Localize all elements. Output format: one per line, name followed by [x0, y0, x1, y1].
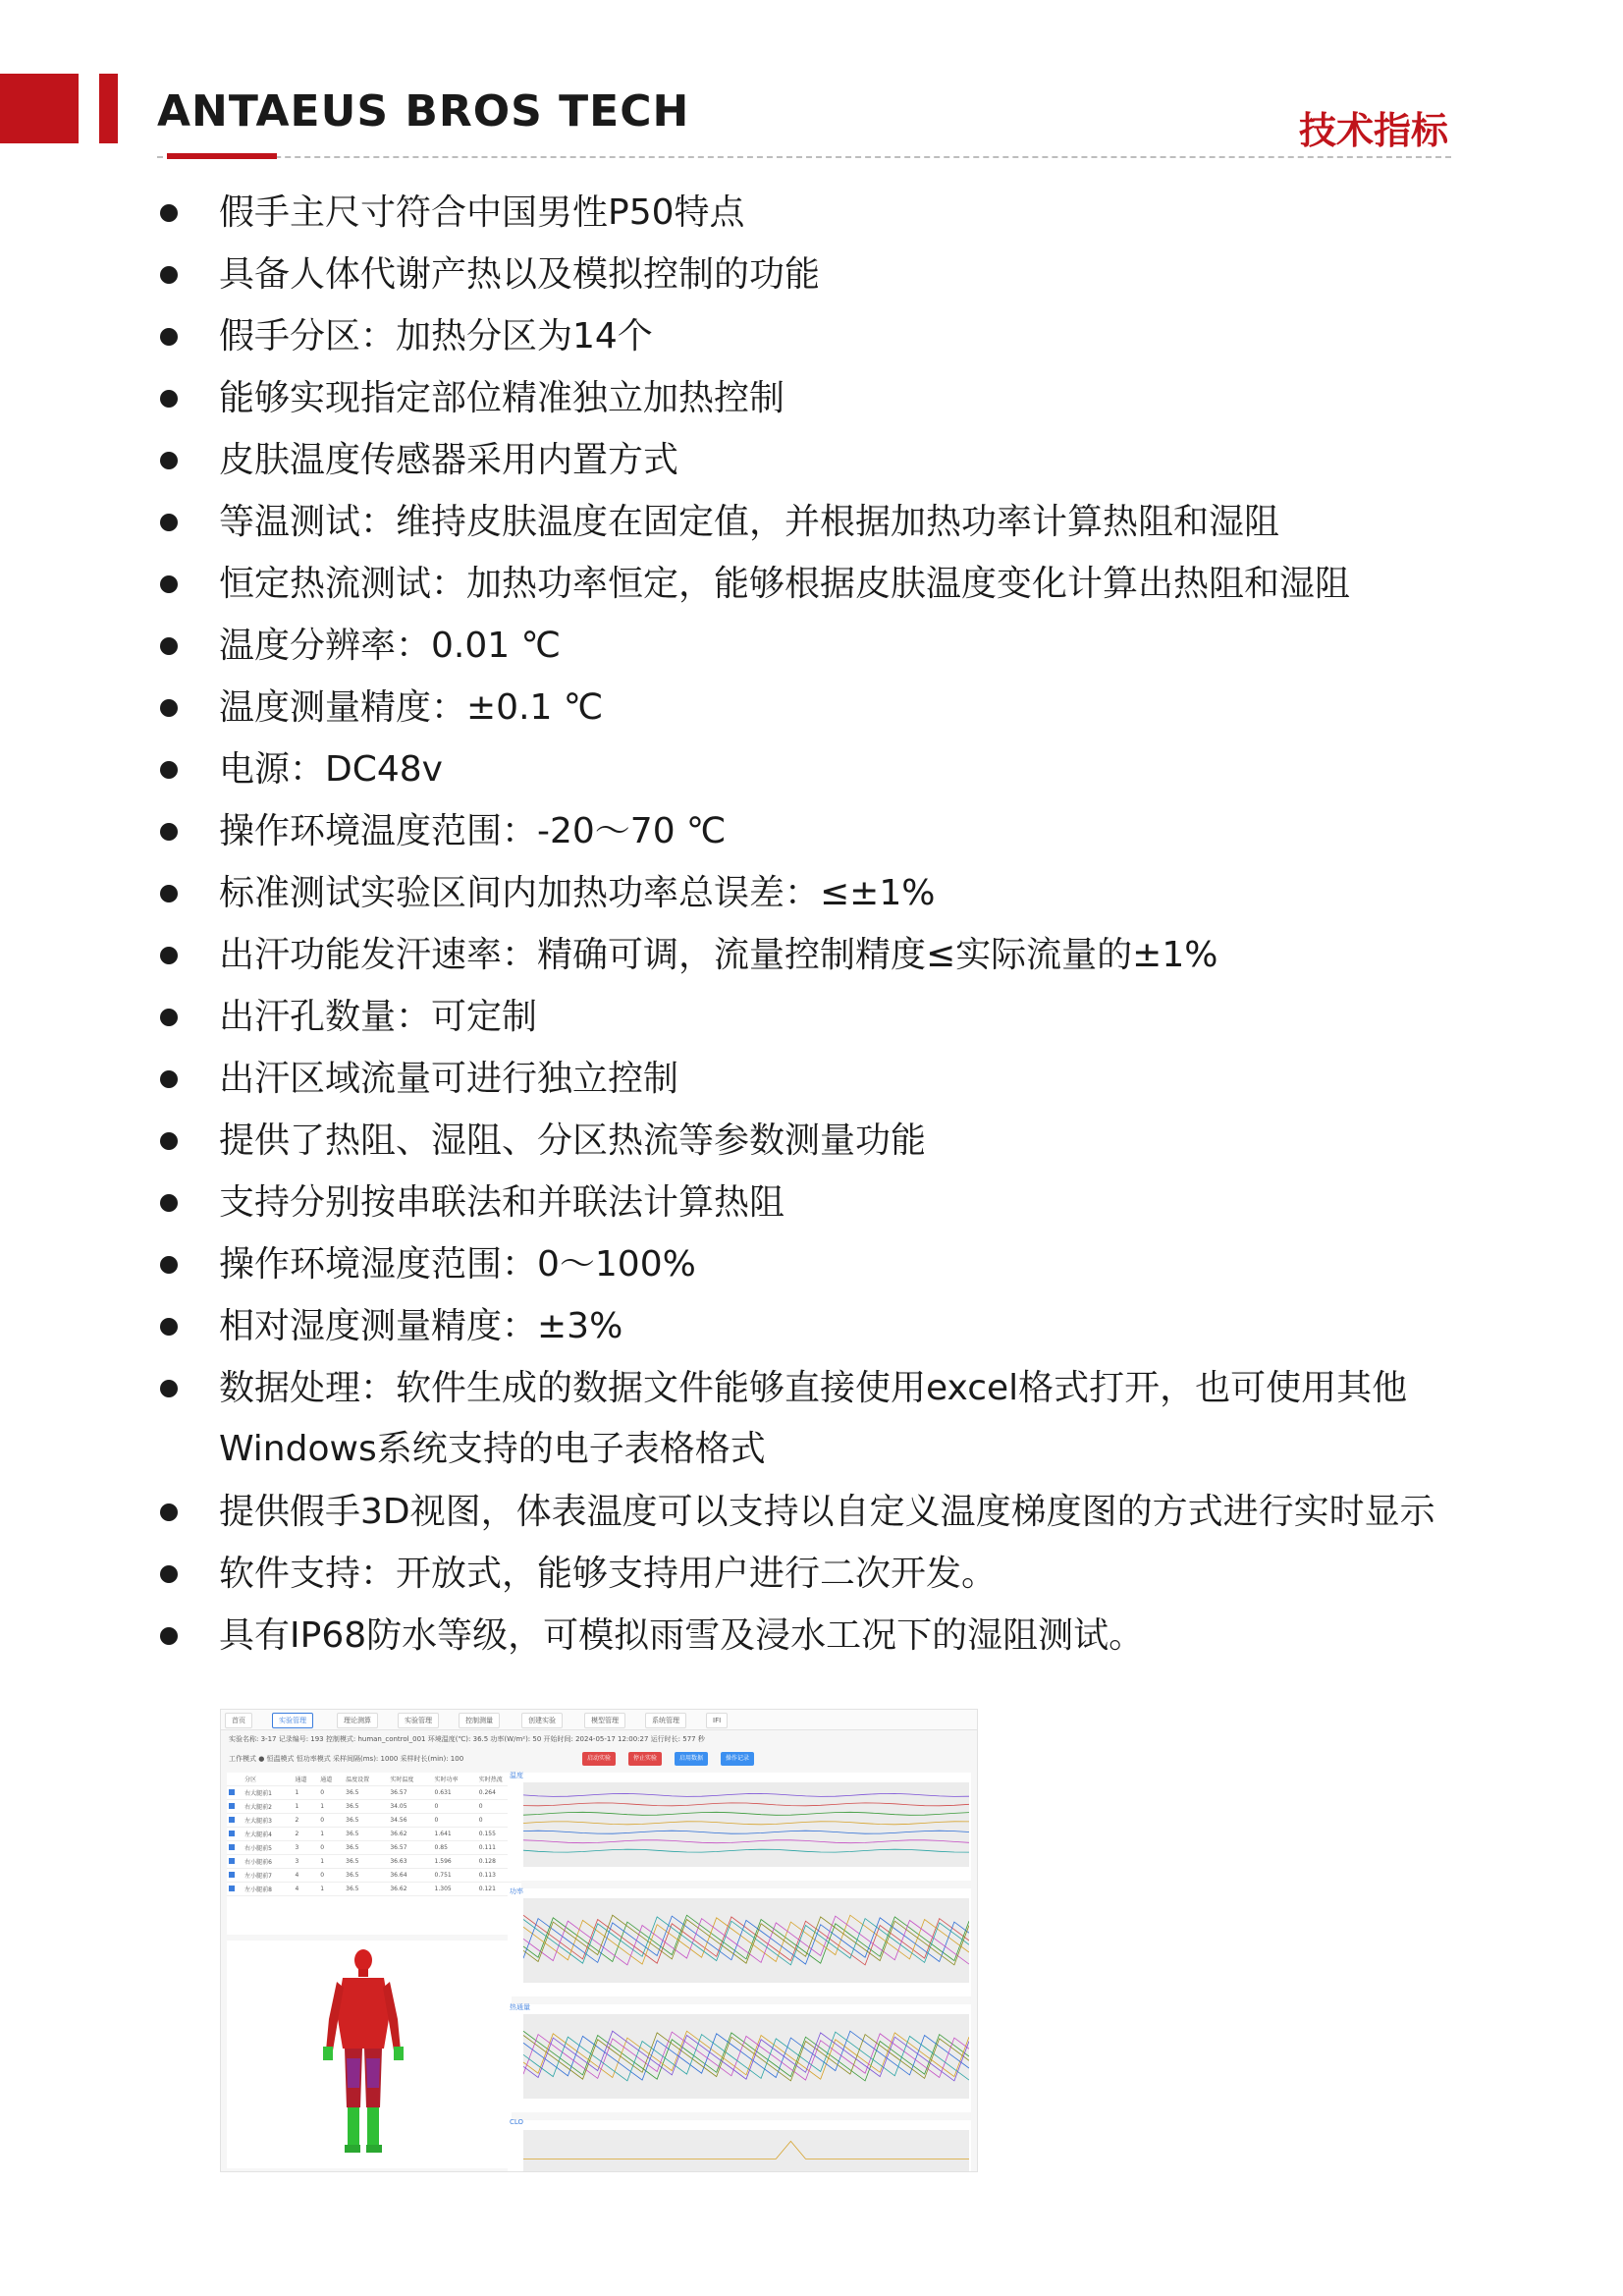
spec-text: 恒定热流测试：加热功率恒定，能够根据皮肤温度变化计算出热阻和湿阻 [219, 564, 1351, 604]
cell: 36.5 [344, 1828, 388, 1841]
cell: 1 [318, 1828, 344, 1841]
tab-create[interactable]: 创建实验 [521, 1713, 563, 1728]
spec-text: 假手分区：加热分区为14个 [219, 316, 653, 356]
cell: 1.641 [433, 1828, 477, 1841]
cell: 0.128 [477, 1855, 521, 1869]
cell: 36.63 [388, 1855, 432, 1869]
cell: 0.631 [433, 1786, 477, 1800]
spec-text: 能够实现指定部位精准独立加热控制 [219, 378, 785, 418]
cell: 左小腿前8 [243, 1883, 293, 1896]
spec-text: 标准测试实验区间内加热功率总误差：≤±1% [219, 873, 936, 913]
cell: 34.56 [388, 1814, 432, 1828]
bullet-icon [160, 823, 178, 841]
cell: 左大腿前3 [243, 1814, 293, 1828]
bullet-icon [160, 514, 178, 531]
column-header: 分区 [243, 1773, 293, 1786]
cell: 36.57 [388, 1786, 432, 1800]
spec-text: 具备人体代谢产热以及模拟控制的功能 [219, 254, 821, 295]
cell: 0.155 [477, 1828, 521, 1841]
chart-title: 功率 [510, 1887, 523, 1895]
cell: 左小腿前7 [243, 1869, 293, 1883]
temperature-chart [508, 1773, 971, 1881]
bullet-icon [160, 1503, 178, 1521]
series-line [523, 1831, 969, 1833]
cell: 4 [293, 1869, 318, 1883]
tab-model[interactable]: 模型管理 [584, 1713, 625, 1728]
cell: 左大腿前4 [243, 1828, 293, 1841]
table-row[interactable] [227, 1800, 521, 1814]
spec-text: 具有IP68防水等级，可模拟雨雪及浸水工况下的湿阻测试。 [219, 1615, 1145, 1656]
tab-system[interactable]: 系统管理 [645, 1713, 686, 1728]
spec-text: 提供假手3D视图，体表温度可以支持以自定义温度梯度图的方式进行实时显示 [219, 1492, 1435, 1532]
spec-text: 温度分辨率：0.01 ℃ [219, 626, 562, 666]
table-row[interactable] [227, 1814, 521, 1828]
chart-title: 热通量 [510, 2003, 530, 2011]
spec-text: 电源：DC48v [219, 749, 443, 790]
cell: 36.5 [344, 1786, 388, 1800]
column-header: 实时功率 [433, 1773, 477, 1786]
series-line [523, 1916, 969, 1965]
series-line [523, 1849, 969, 1852]
cell: 0 [477, 1814, 521, 1828]
cell: 36.5 [344, 1869, 388, 1883]
cell: 3 [293, 1855, 318, 1869]
bullet-icon [160, 1256, 178, 1274]
bullet-icon [160, 1070, 178, 1088]
chart-lines [523, 1782, 969, 1867]
cell: 0 [433, 1800, 477, 1814]
row-checkbox[interactable] [229, 1858, 235, 1864]
bullet-icon [160, 1132, 178, 1150]
plot-area [523, 1898, 969, 1983]
cell: 1 [318, 1800, 344, 1814]
spec-text: 操作环境湿度范围：0～100% [219, 1244, 696, 1285]
brand-bar [99, 74, 118, 143]
cell: 0.264 [477, 1786, 521, 1800]
bullet-icon [160, 885, 178, 902]
cell: 36.5 [344, 1855, 388, 1869]
bullet-icon [160, 575, 178, 593]
cell: 34.05 [388, 1800, 432, 1814]
row-checkbox[interactable] [229, 1789, 235, 1795]
spec-text: 操作环境温度范围：-20～70 ℃ [219, 811, 727, 851]
cell: 1 [318, 1883, 344, 1896]
stop-button[interactable]: 停止实验 [628, 1752, 662, 1766]
column-header: 通道 [293, 1773, 318, 1786]
spec-text: 出汗孔数量：可定制 [219, 997, 538, 1037]
plot-area [523, 1782, 969, 1867]
chart-lines [523, 2130, 969, 2171]
power-chart [508, 1888, 971, 1996]
row-checkbox[interactable] [229, 1844, 235, 1850]
bullet-icon [160, 328, 178, 346]
bullet-icon [160, 637, 178, 655]
tab-control[interactable]: 控制测量 [459, 1713, 500, 1728]
table-row[interactable] [227, 1869, 521, 1883]
cell: 1.305 [433, 1883, 477, 1896]
bullet-icon [160, 1565, 178, 1583]
cell: 1.596 [433, 1855, 477, 1869]
cell: 1 [293, 1786, 318, 1800]
tab-home[interactable]: 首页 [225, 1713, 252, 1728]
cell: 0 [318, 1814, 344, 1828]
chart-lines [523, 2014, 969, 2099]
bullet-icon [160, 1380, 178, 1397]
row-checkbox[interactable] [229, 1803, 235, 1809]
tab-bar [221, 1710, 977, 1730]
cell: 36.62 [388, 1828, 432, 1841]
cell: 右小腿前5 [243, 1841, 293, 1855]
cell: 0 [318, 1786, 344, 1800]
column-header: 通道 [318, 1773, 344, 1786]
experiment-info: 实验名称: 3-17 记录编号: 193 控制模式: human_control_001 环境温度(℃): 36.5 功率(W/m²): 50 开始时间: 2024-05-17 12:00:27 运行时长: 577 秒 [229, 1735, 705, 1743]
table-row[interactable] [227, 1883, 521, 1896]
section-title: 技术指标 [1298, 109, 1448, 152]
brand-name: ANTAEUS BROS TECH [157, 86, 690, 137]
zone-table [227, 1773, 521, 1935]
spec-text: 等温测试：维持皮肤温度在固定值，并根据加热功率计算热阻和湿阻 [219, 502, 1280, 542]
heat-flux-chart [508, 2004, 971, 2112]
tab-theory[interactable]: 理论测算 [337, 1713, 378, 1728]
cell: 2 [293, 1814, 318, 1828]
bullet-icon [160, 1194, 178, 1212]
cell: 0 [433, 1814, 477, 1828]
column-header: 实时温度 [388, 1773, 432, 1786]
table-header-row [227, 1773, 521, 1786]
series-line [523, 1803, 969, 1806]
cell: 0.85 [433, 1841, 477, 1855]
cell: 36.64 [388, 1869, 432, 1883]
spec-text: 支持分别按串联法和并联法计算热阻 [219, 1182, 785, 1223]
start-button[interactable]: 启动实验 [582, 1752, 616, 1766]
cell: 3 [293, 1841, 318, 1855]
bullet-icon [160, 452, 178, 469]
table-row[interactable] [227, 1855, 521, 1869]
series-line [523, 2032, 969, 2081]
cell: 36.5 [344, 1800, 388, 1814]
cell: 1 [318, 1855, 344, 1869]
bullet-icon [160, 761, 178, 779]
cell: 1 [293, 1800, 318, 1814]
cell: 右小腿前6 [243, 1855, 293, 1869]
plot-area [523, 2130, 969, 2171]
tab-experiment-2[interactable]: 实验管理 [398, 1713, 439, 1728]
bullet-icon [160, 1318, 178, 1336]
spec-text-continued: Windows系统支持的电子表格格式 [219, 1429, 766, 1469]
series-line [523, 2141, 969, 2159]
row-checkbox[interactable] [229, 1886, 235, 1891]
bullet-icon [160, 266, 178, 284]
brand-block [0, 74, 79, 143]
series-line [523, 1812, 969, 1815]
bullet-icon [160, 1627, 178, 1645]
spec-text: 温度测量精度：±0.1 ℃ [219, 687, 604, 728]
charts-area [508, 1773, 971, 2171]
bullet-icon [160, 1009, 178, 1026]
header-divider [157, 156, 1451, 158]
bullet-icon [160, 947, 178, 964]
spec-text: 相对湿度测量精度：±3% [219, 1306, 623, 1346]
cell: 0.113 [477, 1869, 521, 1883]
spec-text: 假手主尺寸符合中国男性P50特点 [219, 192, 745, 233]
cell: 4 [293, 1883, 318, 1896]
chart-title: 温度 [510, 1772, 523, 1779]
chart-title: CLO [510, 2118, 524, 2126]
header-accent [167, 153, 277, 159]
bullet-icon [160, 204, 178, 222]
bullet-icon [160, 390, 178, 408]
table-row[interactable] [227, 1828, 521, 1841]
spec-text: 软件支持：开放式，能够支持用户进行二次开发。 [219, 1554, 998, 1594]
cell: 36.5 [344, 1841, 388, 1855]
cell: 右大腿前1 [243, 1786, 293, 1800]
spec-text: 出汗功能发汗速率：精确可调，流量控制精度≤实际流量的±1% [219, 935, 1218, 975]
cell: 36.62 [388, 1883, 432, 1896]
cell: 0.111 [477, 1841, 521, 1855]
cell: 0 [318, 1869, 344, 1883]
cell: 36.57 [388, 1841, 432, 1855]
column-header: 温度设置 [344, 1773, 388, 1786]
series-line [523, 1793, 969, 1796]
log-button[interactable]: 操作记录 [721, 1752, 754, 1766]
cell: 0.121 [477, 1883, 521, 1896]
clo-chart [508, 2120, 971, 2171]
column-header: 实时热流 [477, 1773, 521, 1786]
cell: 36.5 [344, 1883, 388, 1896]
software-screenshot [220, 1709, 978, 2172]
spec-text: 出汗区域流量可进行独立控制 [219, 1059, 679, 1099]
plot-area [523, 2014, 969, 2099]
mannequin-3d-view[interactable] [227, 1941, 512, 2168]
tab-experiment[interactable]: 实验管理 [272, 1713, 313, 1728]
mannequin-panel [227, 1941, 512, 2168]
series-line [523, 1840, 969, 1843]
bullet-icon [160, 699, 178, 717]
spec-text: 皮肤温度传感器采用内置方式 [219, 440, 679, 480]
cell: 0 [477, 1800, 521, 1814]
cell: 2 [293, 1828, 318, 1841]
cell: 36.5 [344, 1814, 388, 1828]
series-line [523, 1822, 969, 1825]
spec-text: 数据处理：软件生成的数据文件能够直接使用excel格式打开，也可使用其他 [219, 1368, 1408, 1408]
cell: 0.751 [433, 1869, 477, 1883]
row-checkbox[interactable] [229, 1831, 235, 1836]
mode-bar: 工作模式 ● 恒温模式 恒功率模式 采样间隔(ms): 1000 采样时长(min): 100 [229, 1755, 464, 1763]
table-row[interactable] [227, 1786, 521, 1800]
row-checkbox[interactable] [229, 1872, 235, 1878]
spec-text: 提供了热阻、湿阻、分区热流等参数测量功能 [219, 1121, 927, 1161]
tab-ifi[interactable]: IFI [706, 1713, 728, 1728]
enable-data-button[interactable]: 启用数据 [675, 1752, 708, 1766]
row-checkbox[interactable] [229, 1817, 235, 1823]
table-row[interactable] [227, 1841, 521, 1855]
cell: 0 [318, 1841, 344, 1855]
cell: 右大腿前2 [243, 1800, 293, 1814]
chart-lines [523, 1898, 969, 1983]
